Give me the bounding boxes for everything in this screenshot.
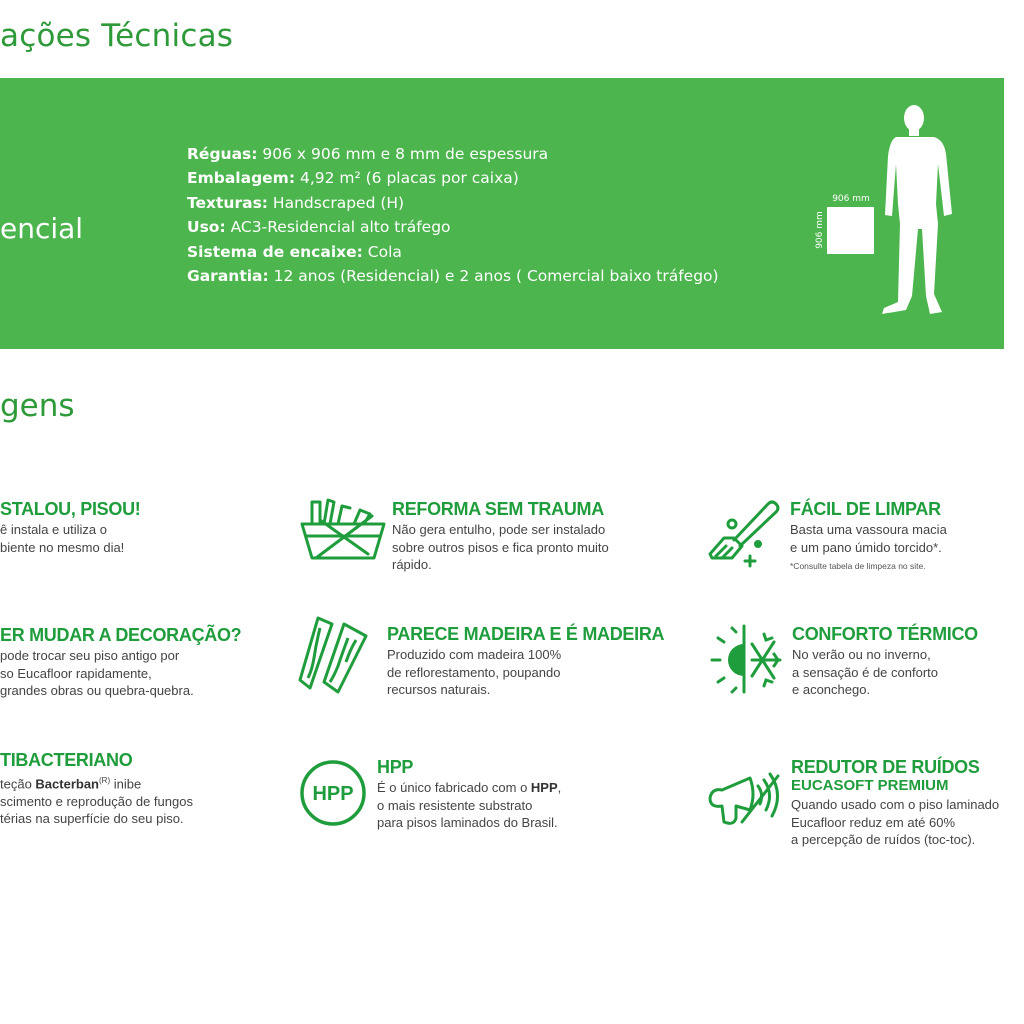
feature-ruidos: REDUTOR DE RUÍDOS EUCASOFT PREMIUM Quando usado com o piso laminado Eucafloor reduz em até 60% a percepção de ruídos (toc-toc).	[791, 757, 1000, 847]
feature-hpp: HPP É o único fabricado com o HPP, o mais resistente substrato para pisos laminados do Brasil.	[377, 757, 562, 830]
feature-madeira: PARECE MADEIRA E É MADEIRA Produzido com madeira 100% de reflorestamento, poupando recursos naturais.	[387, 624, 665, 697]
feature-antibacteriano: TIBACTERIANO teção Bacterban$^{(R)}$ inibe scimento e reprodução de fungos térias na superfície do seu piso.	[0, 750, 193, 827]
sun-snowflake-icon	[708, 624, 784, 694]
tile-square	[827, 207, 874, 254]
spec-list	[187, 142, 719, 288]
spec-texturas: Texturas: Handscraped (H)	[187, 193, 405, 212]
wood-planks-icon	[298, 614, 370, 694]
page-title: ações Técnicas	[0, 18, 234, 54]
dumpster-icon	[298, 492, 388, 564]
spec-embalagem: Embalagem: 4,92 m² (6 placas por caixa)	[187, 169, 519, 188]
noise-reduction-icon	[706, 770, 784, 832]
feature-instalou: STALOU, PISOU! ê instala e utiliza o biente no mesmo dia!	[0, 499, 141, 555]
hpp-badge-icon	[298, 758, 368, 828]
person-silhouette-icon	[876, 104, 956, 324]
feature-conforto: CONFORTO TÉRMICO No verão ou no inverno, a sensação é de conforto e aconchego.	[792, 624, 978, 697]
spec-sistema: Sistema de encaixe: Cola	[187, 242, 402, 261]
feature-limpar: FÁCIL DE LIMPAR Basta uma vassoura macia e um pano úmido torcido*. *Consulte tabela de limpeza no site.	[790, 499, 947, 571]
broom-icon	[706, 498, 782, 570]
svg-text:HPP: HPP	[312, 783, 354, 805]
banner-label: encial	[0, 212, 84, 245]
feature-decoracao: ER MUDAR A DECORAÇÃO? pode trocar seu piso antigo por so Eucafloor rapidamente, grandes obras ou quebra-quebra.	[0, 625, 242, 698]
spec-garantia: Garantia: 12 anos (Residencial) e 2 anos ( Comercial baixo tráfego)	[187, 267, 719, 286]
feature-reforma: REFORMA SEM TRAUMA Não gera entulho, pode ser instalado sobre outros pisos e fica pronto muito rápido.	[392, 499, 609, 572]
tile-height-label: 906 mm	[815, 211, 825, 249]
spec-reguas: Réguas: 906 x 906 mm e 8 mm de espessura	[187, 145, 549, 163]
tile-width-label: 906 mm	[832, 194, 870, 204]
spec-uso: Uso: AC3-Residencial alto tráfego	[187, 218, 451, 237]
section-title: gens	[0, 388, 75, 424]
